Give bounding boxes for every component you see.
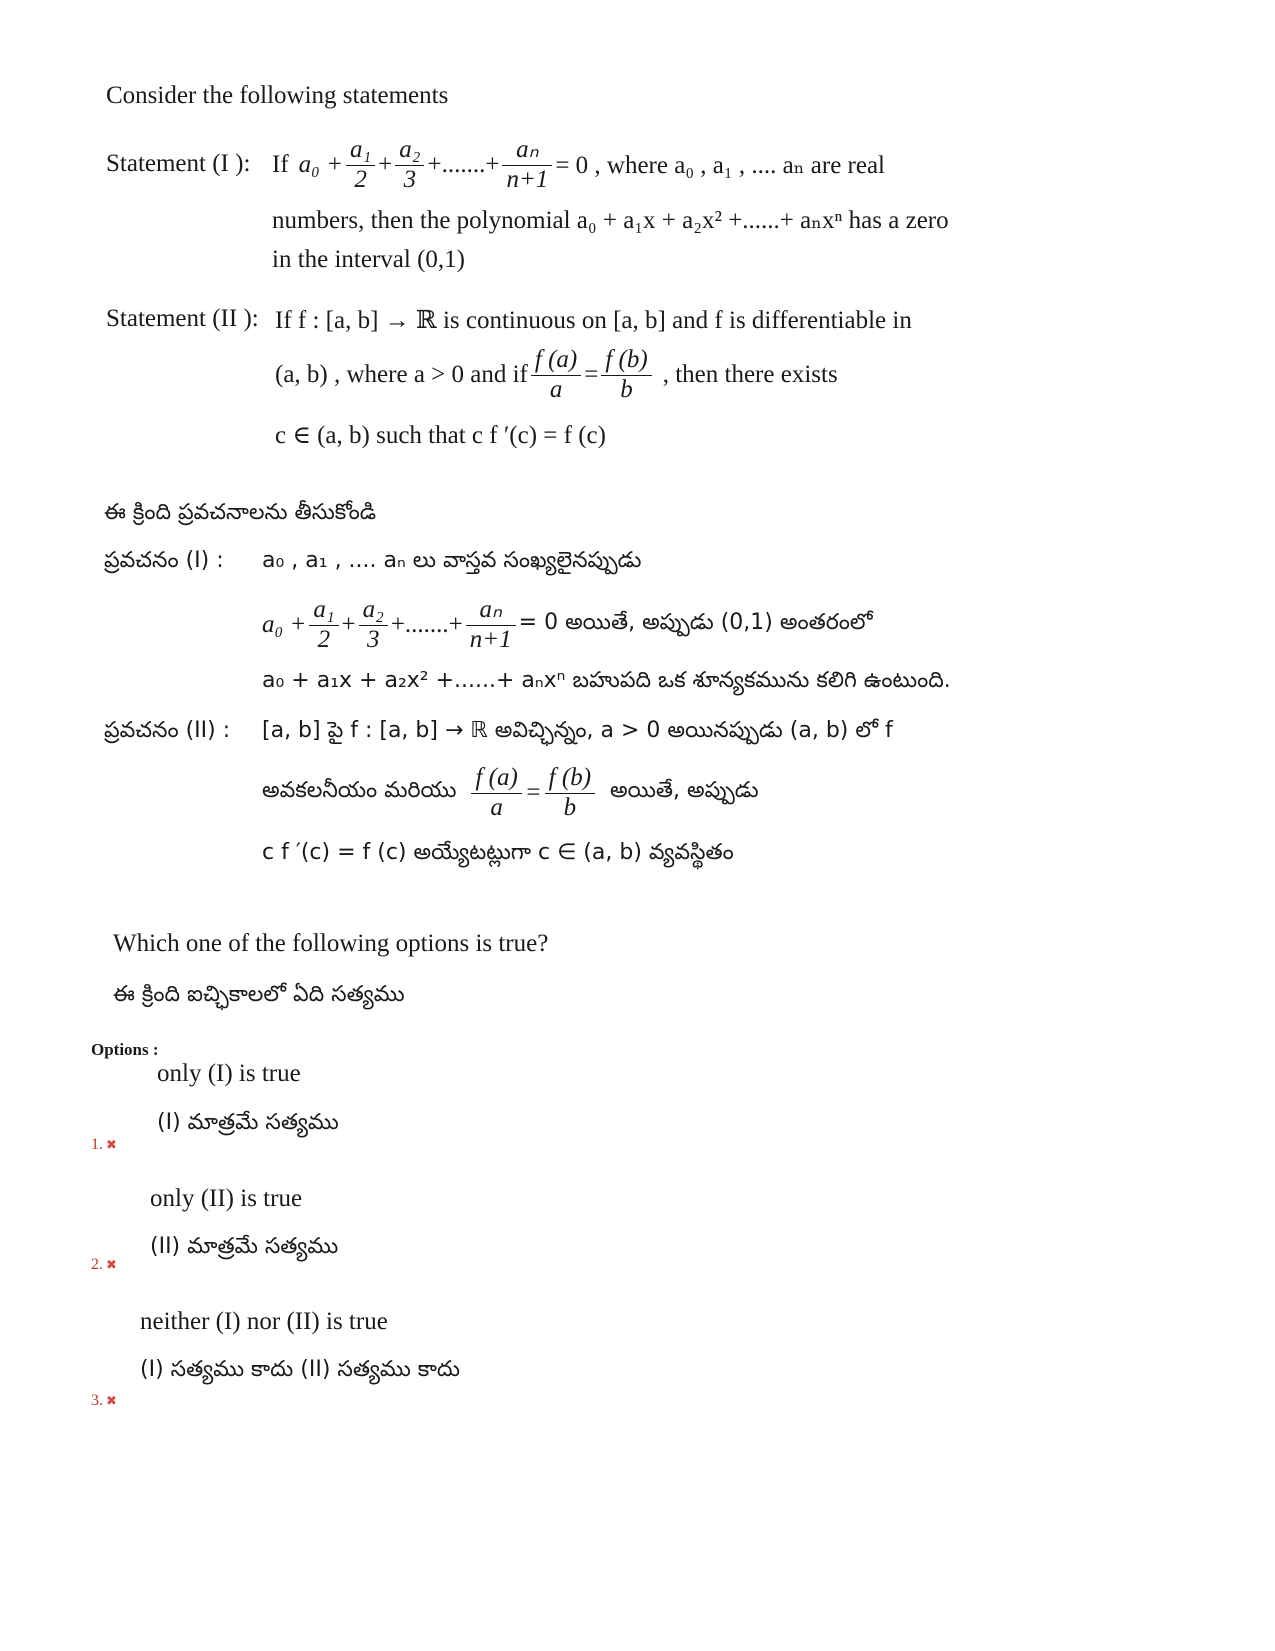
fraction-numerator: aₙ bbox=[466, 596, 516, 626]
fraction-a2 bbox=[359, 596, 388, 655]
statement1-lhs: a₀ + bbox=[298, 151, 343, 179]
equals-sign: = bbox=[584, 361, 599, 389]
telugu-statement1-line2 bbox=[262, 596, 873, 655]
fraction-fa bbox=[471, 764, 521, 823]
fraction-fa bbox=[531, 346, 581, 405]
option-text: neither (I) nor (II) is true bbox=[140, 1308, 388, 1335]
telugu-lhs: a₀ + bbox=[262, 611, 307, 639]
option-number bbox=[91, 1392, 117, 1410]
fraction-a1 bbox=[346, 136, 375, 195]
telugu-intro: ఈ క్రింది ప్రవచనాలను తీసుకోండి bbox=[104, 500, 377, 525]
telugu-statement1-tail: = 0 అయితే, అప్పుడు (0,1) అంతరంలో bbox=[518, 610, 873, 636]
statement1-line3: in the interval (0,1) bbox=[272, 246, 465, 273]
statement1-line1 bbox=[272, 136, 885, 195]
plus-sign: + bbox=[378, 151, 393, 179]
option-number bbox=[91, 1256, 117, 1274]
fraction-numerator: a₁ bbox=[346, 136, 375, 166]
telugu-statement1-label: ప్రవచనం (I) : bbox=[104, 548, 224, 573]
option-text-telugu: (I) మాత్రమే సత్యము bbox=[157, 1110, 339, 1135]
option-number bbox=[91, 1136, 117, 1154]
option-number-label: 1. bbox=[91, 1136, 103, 1153]
fraction-numerator: f (b) bbox=[545, 764, 595, 794]
fraction-a1 bbox=[309, 596, 338, 655]
statement2-label: Statement (II ): bbox=[106, 305, 259, 332]
plus-sign: + bbox=[341, 611, 356, 639]
option-text: only (II) is true bbox=[150, 1185, 303, 1212]
fraction-fb bbox=[601, 346, 651, 405]
fraction-numerator: a₂ bbox=[395, 136, 424, 166]
telugu-statement2-line2 bbox=[262, 764, 759, 823]
statement2-line1: If f : [a, b] → ℝ is continuous on [a, b] and f is differentiable in bbox=[275, 307, 912, 334]
series-dots: +.......+ bbox=[427, 151, 500, 179]
fraction-denominator: b bbox=[563, 793, 577, 821]
fraction-numerator: aₙ bbox=[502, 136, 552, 166]
fraction-denominator: a bbox=[490, 793, 503, 821]
equals-sign: = bbox=[524, 779, 542, 807]
options-label: Options : bbox=[91, 1040, 159, 1059]
fraction-numerator: a₁ bbox=[309, 596, 338, 626]
question-text: Which one of the following options is true? bbox=[113, 930, 549, 957]
telugu-statement2-line3: c f ′(c) = f (c) అయ్యేటట్లుగా c ∈ (a, b) వ్యవస్థితం bbox=[262, 840, 734, 865]
telugu-statement2-line2-start: అవకలనీయం మరియు bbox=[262, 778, 457, 804]
fraction-denominator: 2 bbox=[317, 625, 331, 653]
option-number-label: 3. bbox=[91, 1392, 103, 1409]
option-number-label: 2. bbox=[91, 1256, 103, 1273]
telugu-statement2-label: ప్రవచనం (II) : bbox=[104, 718, 231, 743]
telugu-statement2-line1: [a, b] పై f : [a, b] → ℝ అవిచ్ఛిన్నం, a > 0 అయినప్పుడు (a, b) లో f bbox=[262, 718, 893, 743]
statement1-line2: numbers, then the polynomial a₀ + a₁x + a₂x² +......+ aₙxⁿ has a zero bbox=[272, 207, 949, 234]
fraction-numerator: a₂ bbox=[359, 596, 388, 626]
series-dots: +.......+ bbox=[390, 611, 463, 639]
intro-text: Consider the following statements bbox=[106, 82, 449, 109]
option-text-telugu: (II) మాత్రమే సత్యము bbox=[150, 1234, 339, 1259]
statement2-line2-start: (a, b) , where a > 0 and if bbox=[275, 361, 528, 389]
telugu-statement2-line2-end: అయితే, అప్పుడు bbox=[610, 778, 759, 804]
fraction-denominator: 3 bbox=[403, 165, 417, 193]
fraction-denominator: 3 bbox=[366, 625, 380, 653]
statement1-tail: = 0 , where a₀ , a₁ , .... aₙ are real bbox=[555, 152, 885, 180]
fraction-denominator: 2 bbox=[354, 165, 367, 193]
statement2-line2-end: , then there exists bbox=[662, 361, 838, 389]
fraction-numerator: f (a) bbox=[531, 346, 581, 376]
statement1-if: If bbox=[272, 151, 289, 179]
fraction-an bbox=[466, 596, 516, 655]
wrong-answer-icon: ✖ bbox=[106, 1258, 117, 1273]
question-text-telugu: ఈ క్రింది ఐచ్ఛికాలలో ఏది సత్యము bbox=[113, 982, 405, 1007]
fraction-a2 bbox=[395, 136, 424, 195]
fraction-denominator: n+1 bbox=[469, 625, 512, 653]
fraction-fb bbox=[545, 764, 595, 823]
wrong-answer-icon: ✖ bbox=[106, 1138, 117, 1153]
fraction-numerator: f (b) bbox=[601, 346, 651, 376]
fraction-an bbox=[502, 136, 552, 195]
fraction-denominator: b bbox=[620, 375, 633, 403]
telugu-statement1-line3: a₀ + a₁x + a₂x² +......+ aₙxⁿ బహుపది ఒక శూన్యకమును కలిగి ఉంటుంది. bbox=[262, 668, 951, 693]
statement1-label: Statement (I ): bbox=[106, 150, 251, 177]
wrong-answer-icon: ✖ bbox=[106, 1394, 117, 1409]
fraction-denominator: a bbox=[549, 375, 563, 403]
option-text-telugu: (I) సత్యము కాదు (II) సత్యము కాదు bbox=[140, 1357, 461, 1382]
fraction-numerator: f (a) bbox=[471, 764, 521, 794]
statement2-line2 bbox=[275, 346, 838, 405]
statement2-line3: c ∈ (a, b) such that c f ′(c) = f (c) bbox=[275, 422, 606, 449]
telugu-statement1-line1: a₀ , a₁ , .... aₙ లు వాస్తవ సంఖ్యలైనప్పుడు bbox=[262, 548, 642, 573]
option-text: only (I) is true bbox=[157, 1060, 301, 1087]
fraction-denominator: n+1 bbox=[506, 165, 549, 193]
